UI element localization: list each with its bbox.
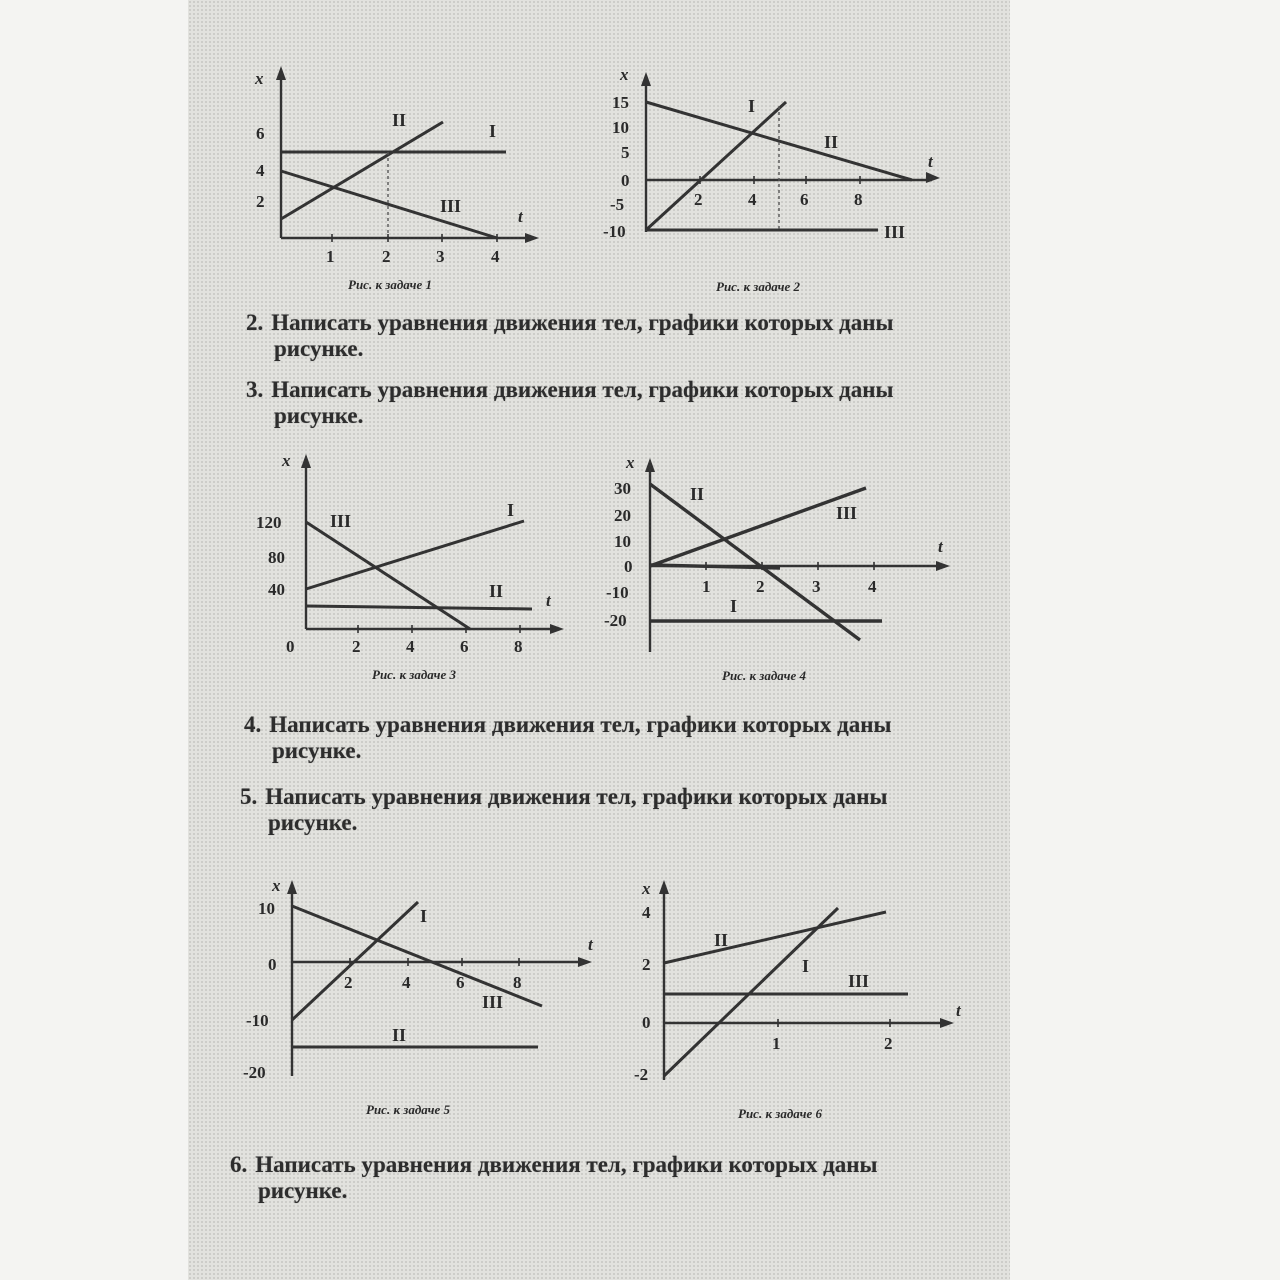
f3-x-tick: 8 [514, 637, 523, 656]
f5-x-tick: 6 [456, 973, 465, 992]
f3-x-axis-label: t [546, 591, 551, 610]
f2-x-tick: 4 [748, 190, 757, 209]
f6-x-arrow [940, 1018, 954, 1028]
task-4-text-cont: рисунке. [272, 738, 362, 763]
f5-label-III: III [482, 992, 504, 1012]
f4-label-III: III [836, 503, 858, 523]
f4-x-tick: 2 [756, 577, 765, 596]
task-2-text-cont: рисунке. [274, 336, 364, 361]
f5-caption: Рис. к задаче 5 [366, 1102, 450, 1117]
f5-y-axis-label: x [272, 876, 281, 895]
task-5-text-cont: рисунке. [268, 810, 358, 835]
f5-x-axis-label: t [588, 935, 593, 954]
f1-caption: Рис. к задаче 1 [348, 277, 432, 292]
f2-y-tick: 0 [621, 171, 630, 190]
f4-y-tick: 30 [614, 479, 631, 498]
f6-x-tick: 1 [772, 1034, 781, 1053]
f6-x-axis-label: t [956, 1001, 961, 1020]
f4-x-tick: 1 [702, 577, 711, 596]
f1-y-tick: 4 [256, 161, 265, 180]
f5-y-tick: 0 [268, 955, 277, 974]
f1-x-tick: 2 [382, 247, 391, 266]
f3-y-axis-label: x [282, 451, 291, 470]
f1-x-axis-label: t [518, 207, 523, 226]
f5-x-tick: 8 [513, 973, 522, 992]
task-6-text: Написать уравнения движения тел, графики которых даны [255, 1152, 878, 1177]
f1-y-tick: 2 [256, 192, 265, 211]
f2-label-I: I [748, 96, 756, 116]
task-2-number: 2. [246, 310, 264, 335]
f2-y-tick: 15 [612, 93, 629, 112]
f6-x-tick: 2 [884, 1034, 893, 1053]
f1-x-tick: 3 [436, 247, 445, 266]
f3-y-tick: 80 [268, 548, 285, 567]
f5-x-tick: 4 [402, 973, 411, 992]
f5-x-tick: 2 [344, 973, 353, 992]
f3-y-tick: 120 [256, 513, 282, 532]
f3-x-tick: 4 [406, 637, 415, 656]
f6-label-II: II [714, 930, 729, 950]
f6-caption: Рис. к задаче 6 [738, 1106, 822, 1121]
f2-x-axis-label: t [928, 152, 933, 171]
task-5-number: 5. [240, 784, 258, 809]
f4-x-axis-label: t [938, 537, 943, 556]
task-6-number: 6. [230, 1152, 248, 1177]
f1-label-I: I [489, 121, 497, 141]
f2-x-tick: 6 [800, 190, 809, 209]
f6-y-arrow [659, 880, 669, 894]
f6-line-II [664, 912, 886, 963]
f1-y-tick: 6 [256, 124, 265, 143]
f4-x-tick: 3 [812, 577, 821, 596]
f6-y-tick: 0 [642, 1013, 651, 1032]
f2-x-tick: 8 [854, 190, 863, 209]
f6-y-axis-label: x [642, 879, 651, 898]
f3-caption: Рис. к задаче 3 [372, 667, 456, 682]
f2-y-tick: 10 [612, 118, 629, 137]
task-4-number: 4. [244, 712, 262, 737]
f2-y-axis-label: x [620, 65, 629, 84]
f4-caption: Рис. к задаче 4 [722, 668, 806, 683]
f1-label-III: III [440, 196, 462, 216]
task-3-text-cont: рисунке. [274, 403, 364, 428]
f5-y-tick: -20 [243, 1063, 266, 1082]
f2-label-III: III [884, 222, 906, 242]
task-3-number: 3. [246, 377, 264, 402]
f3-label-I: I [507, 500, 515, 520]
f2-x-tick: 2 [694, 190, 703, 209]
f3-y-tick: 0 [286, 637, 295, 656]
f2-y-tick: -10 [603, 222, 626, 241]
f3-y-tick: 40 [268, 580, 285, 599]
f3-x-tick: 2 [352, 637, 361, 656]
f6-y-tick: 4 [642, 903, 651, 922]
f6-line-I [664, 908, 838, 1076]
f1-label-II: II [392, 110, 407, 130]
f2-caption: Рис. к задаче 2 [716, 279, 800, 294]
task-6 [230, 1152, 877, 1204]
f3-x-tick: 6 [460, 637, 469, 656]
f6-y-tick: 2 [642, 955, 651, 974]
f1-x-tick: 1 [326, 247, 335, 266]
f5-y-tick: 10 [258, 899, 275, 918]
f3-label-III: III [330, 511, 352, 531]
task-2-text: Написать уравнения движения тел, графики которых даны [271, 310, 894, 335]
task-6-text-cont: рисунке. [258, 1178, 348, 1203]
task-5-text: Написать уравнения движения тел, графики которых даны [265, 784, 888, 809]
f4-y-tick: -10 [606, 583, 629, 602]
f4-y-tick: 0 [624, 557, 633, 576]
f6-label-I: I [802, 956, 810, 976]
task-4-text: Написать уравнения движения тел, графики которых даны [269, 712, 892, 737]
f3-label-II: II [489, 581, 504, 601]
f4-y-tick: -20 [604, 611, 627, 630]
f4-label-II: II [690, 484, 705, 504]
f2-label-II: II [824, 132, 839, 152]
f5-y-tick: -10 [246, 1011, 269, 1030]
task-3-text: Написать уравнения движения тел, графики которых даны [271, 377, 894, 402]
f1-y-axis-label: x [255, 69, 264, 88]
f2-y-tick: 5 [621, 143, 630, 162]
f4-x-tick: 4 [868, 577, 877, 596]
f4-y-axis-label: x [626, 453, 635, 472]
f4-label-I: I [730, 596, 738, 616]
f6-label-III: III [848, 971, 870, 991]
f5-label-I: I [420, 906, 428, 926]
f4-y-tick: 10 [614, 532, 631, 551]
f4-y-tick: 20 [614, 506, 631, 525]
f5-label-II: II [392, 1025, 407, 1045]
f6-y-tick: -2 [634, 1065, 649, 1084]
f2-y-tick: -5 [610, 195, 625, 214]
f1-x-tick: 4 [491, 247, 500, 266]
